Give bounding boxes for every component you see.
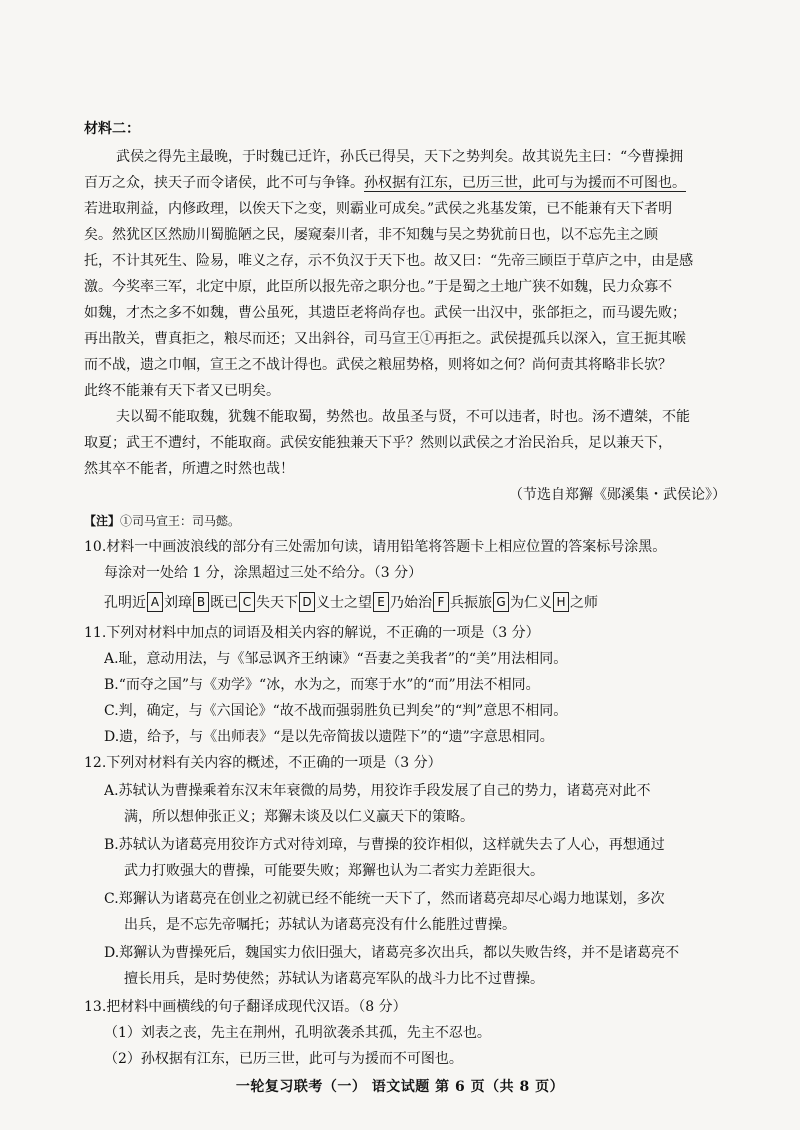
q10-box-e[interactable]: E — [373, 592, 389, 612]
q13-stem: 13.把材料中画横线的句子翻译成现代汉语。（8 分） — [84, 999, 407, 1015]
q10-segment: 乃始治 — [390, 595, 432, 611]
q12-stem: 12.下列对材料有关内容的概述，不正确的一项是（3 分） — [84, 755, 442, 771]
passage-line — [84, 146, 726, 168]
section-heading: 材料二： — [84, 121, 140, 137]
q13-sentence-1: （1）刘表之丧，先主在荆州，孔明欲袭杀其孤，先主不忍也。 — [104, 1025, 491, 1041]
passage-line — [84, 172, 726, 194]
passage-line: 而不战，遗之巾帼，宣王之不战计得也。武侯之粮屈势格，则将如之何？尚何责其将略非长欤？ — [84, 357, 672, 373]
passage-text: “今曹操拥 — [620, 149, 684, 165]
passage-line: 激。今奖率三军，北定中原，此臣所以报先帝之职分也。”于是蜀之土地广狭不如魏，民力众寡不 — [84, 279, 673, 295]
passage-text: 百万之众，挟天子而令诸侯，此不可与争锋。 — [84, 175, 364, 191]
passage-text: 武侯之得先主最晚，于时魏已迁许，孙氏已得吴，天下之势判矣。故其说先主曰： — [116, 149, 620, 165]
q11-option-d: D.遗，给予，与《出师表》“是以先帝简拔以遗陛下”的“遗”字意思相同。 — [104, 729, 554, 745]
q11-option-c: C.判，确定，与《六国论》“故不战而强弱胜负已判矣”的“判”意思不相同。 — [104, 703, 568, 719]
q11-option-b: B.“而夺之国”与《劝学》“冰，水为之，而寒于水”的“而”用法不相同。 — [104, 677, 540, 693]
passage-line: 取夏；武王不遭纣，不能取商。武侯安能独兼天下乎？然则以武侯之才治民治兵，足以兼天下， — [84, 435, 672, 451]
q10-segment: 孔明近 — [104, 595, 146, 611]
q10-segment: 为仁义 — [510, 595, 552, 611]
q11-option-a: A.耻，意动用法，与《邹忌讽齐王纳谏》“吾妻之美我者”的“美”用法相同。 — [104, 651, 568, 667]
footnote — [84, 512, 240, 529]
passage-line: 矣。然犹区区然励川蜀脆陋之民，屡窥秦川者，非不知魏与吴之势犹前日也，以不忘先主之顾 — [84, 227, 658, 243]
q10-box-a[interactable]: A — [147, 592, 163, 612]
q10-segment: 义士之望 — [316, 595, 372, 611]
passage-line: 如魏，才杰之多不如魏，曹公虽死，其遗臣老将尚存也。武侯一出汉中，张郃拒之，而马谡先败； — [84, 305, 686, 321]
q12-option-b: B.苏轼认为诸葛亮用狡诈方式对待刘璋，与曹操的狡诈相似，这样就失去了人心，再想通过 — [104, 837, 665, 853]
q10-stem-cont: 每涂对一处给 1 分，涂黑超过三处不给分。（3 分） — [104, 565, 423, 581]
q10-segment: 既已 — [210, 595, 238, 611]
q10-box-d[interactable]: D — [299, 592, 315, 612]
q11-stem: 11.下列对材料中加点的词语及相关内容的解说，不正确的一项是（3 分） — [84, 625, 540, 641]
q12-option-d: D.郑獬认为曹操死后，魏国实力依旧强大，诸葛亮多次出兵，都以失败告终，并不是诸葛亮不 — [104, 945, 680, 961]
q13-sentence-2: （2）孙权据有江东，已历三世，此可与为援而不可图也。 — [104, 1051, 463, 1067]
q10-segment: 之师 — [570, 595, 598, 611]
passage-line: 托，不计其死生、险易，唯义之存，示不负汉于天下也。故又曰：“先帝三顾臣于草庐之中，由是感 — [84, 253, 694, 269]
q10-box-h[interactable]: H — [553, 592, 569, 612]
q12-option-c-cont: 出兵，是不忘先帝嘱托；苏轼认为诸葛亮没有什么能胜过曹操。 — [124, 917, 516, 933]
passage-line: 再出散关，曹真拒之，粮尽而还；又出斜谷，司马宣王①再拒之。武侯提孤兵以深入，宣王扼其喉 — [84, 331, 686, 347]
q10-segment: 兵振旅 — [450, 595, 492, 611]
q10-box-g[interactable]: G — [493, 592, 509, 612]
q10-segment: 失天下 — [256, 595, 298, 611]
q10-box-f[interactable]: F — [433, 592, 449, 612]
underlined-sentence: 孙权据有江东，已历三世，此可与为援而不可图也。 — [364, 175, 686, 191]
q12-option-b-cont: 武力打败强大的曹操，可能要失败；郑獬也认为二者实力差距很大。 — [124, 863, 544, 879]
q12-option-c: C.郑獬认为诸葛亮在创业之初就已经不能统一天下了，然而诸葛亮却尽心竭力地谋划，多次 — [104, 891, 665, 907]
footnote-text: ①司马宣王：司马懿。 — [120, 514, 241, 528]
passage-line: 然其卒不能者，所遭之时然也哉！ — [84, 461, 294, 477]
q12-option-a-cont: 满，所以想伸张正义；郑獬未谈及以仁义赢天下的策略。 — [124, 809, 474, 825]
passage-line: 若进取荆益，内修政理，以俟天下之变，则霸业可成矣。”武侯之兆基发策，已不能兼有天下者明 — [84, 201, 673, 217]
q12-option-d-cont: 擅长用兵，是时势使然；苏轼认为诸葛亮军队的战斗力比不过曹操。 — [124, 971, 544, 987]
passage-line: 夫以蜀不能取魏，犹魏不能取蜀，势然也。故虽圣与贤，不可以违者，时也。汤不遭桀，不能 — [116, 409, 690, 425]
passage-line: 此终不能兼有天下者又已明矣。 — [84, 383, 280, 399]
passage-source: （节选自郑獬《郧溪集・武侯论》） — [509, 487, 726, 503]
q10-segment: 刘璋 — [164, 595, 192, 611]
q10-choice-strip — [104, 592, 598, 612]
page-footer: 一轮复习联考（一） 语文试题 第 6 页（共 8 页） — [235, 1079, 565, 1095]
q10-stem: 10.材料一中画波浪线的部分有三处需加句读，请用铅笔将答题卡上相应位置的答案标号涂黑。 — [84, 539, 667, 555]
q10-box-b[interactable]: B — [193, 592, 209, 612]
q12-option-a: A.苏轼认为曹操乘着东汉末年衰微的局势，用狡诈手段发展了自己的势力，诸葛亮对此不 — [104, 783, 651, 799]
q10-box-c[interactable]: C — [239, 592, 255, 612]
footnote-label: 【注】 — [84, 514, 121, 528]
